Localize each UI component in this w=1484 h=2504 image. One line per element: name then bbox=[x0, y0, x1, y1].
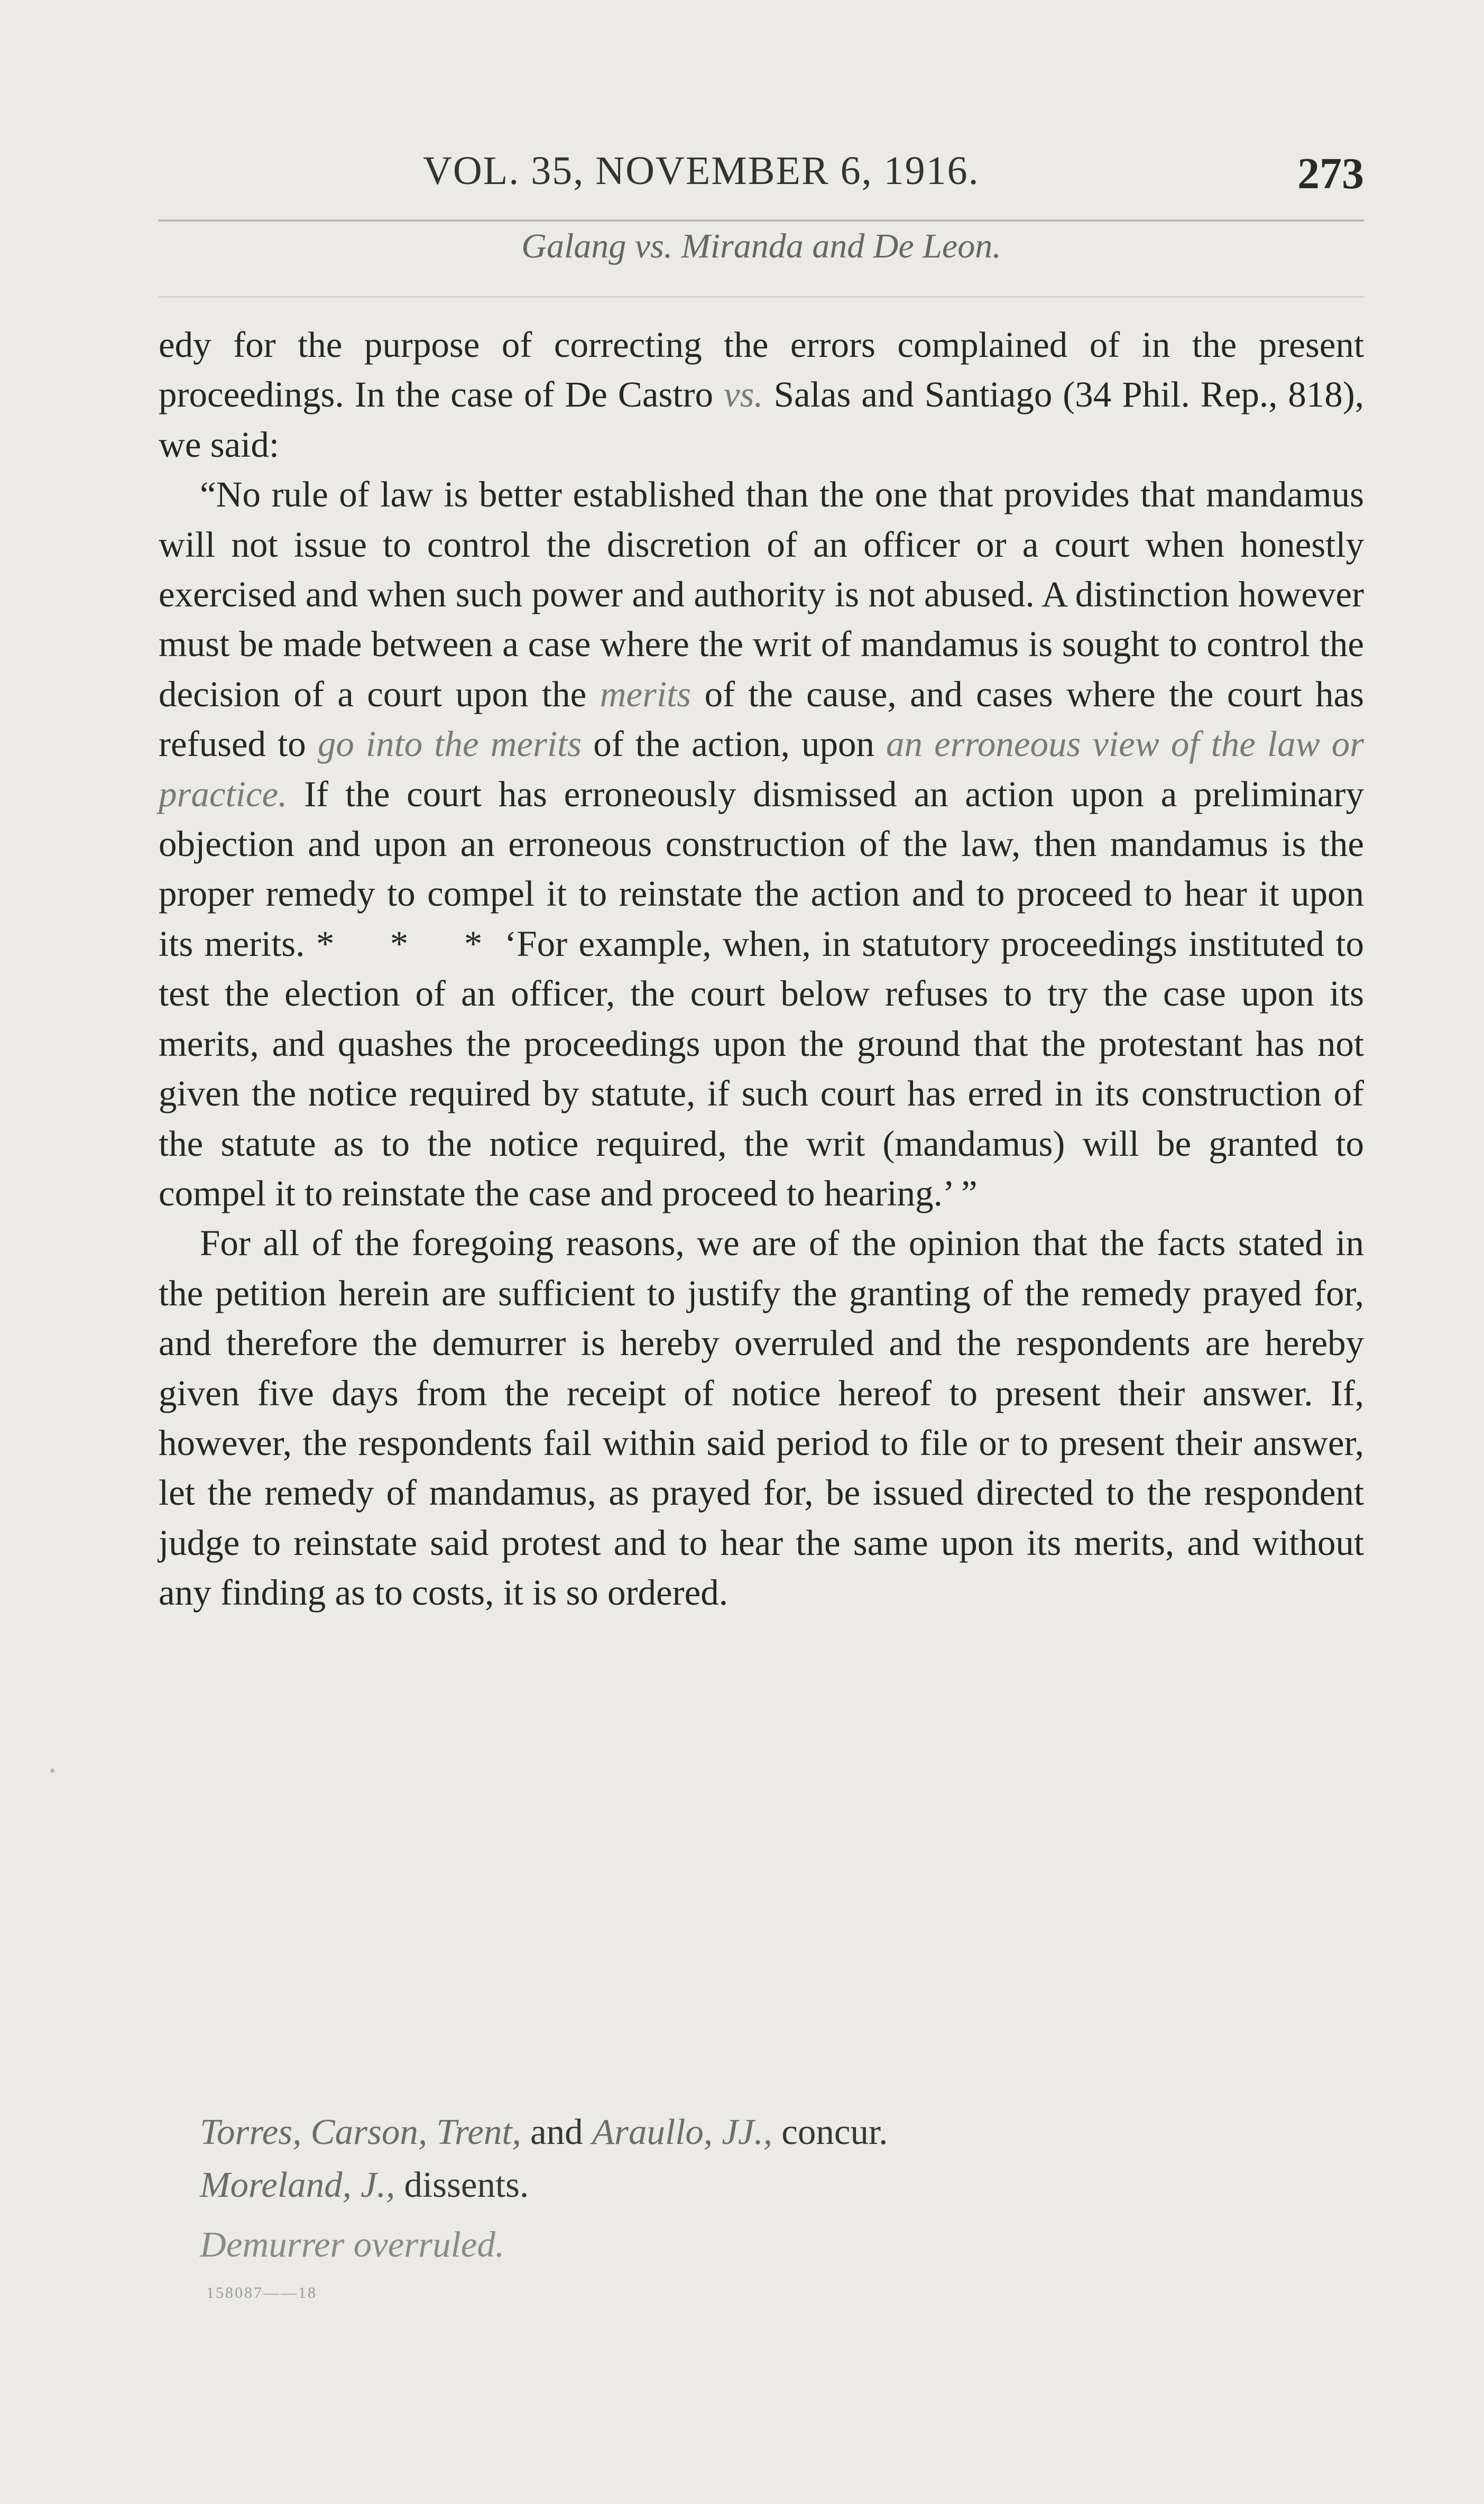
opinion-body bbox=[159, 320, 1364, 1618]
paragraph-intro bbox=[159, 320, 1364, 470]
dissenting-justice: Moreland, J., bbox=[200, 2165, 395, 2205]
page-number: 273 bbox=[1297, 149, 1364, 198]
conclusion-text: For all of the foregoing reasons, we are of the opinion that the facts stated in the petition herein are sufficient to justify the granting of the remedy prayed for, and therefore the demurrer is hereby overruled and the respondents are hereby given five days from the receipt of notice hereof to present their answer. If, however, the respondents fail within said period to file or to present their answer, let the remedy of mandamus, as prayed for, be issued directed to the respondent judge to reinstate said protest and to hear the same upon its merits, and without any finding as to costs, it is so ordered. bbox=[159, 1223, 1364, 1613]
case-result: Demurrer overruled. bbox=[200, 2224, 505, 2264]
paragraph-intro-text-2: Salas and Santiago (34 Phil. Rep., 818), we said: bbox=[159, 374, 1365, 465]
quote-emphasis-erroneous-view: an erroneous view of the law or practice. bbox=[159, 724, 1365, 814]
quote-emphasis-go-into-merits: go into the merits bbox=[317, 724, 582, 765]
paragraph-quotation bbox=[159, 470, 1364, 1218]
concurring-justice-last: Araullo, JJ., bbox=[592, 2112, 773, 2152]
paragraph-conclusion bbox=[159, 1218, 1364, 1617]
paragraph-intro-text: edy for the purpose of correcting the errors complained of in the present proceedings. In the case of De Castro bbox=[159, 325, 1364, 415]
concur-and: and bbox=[530, 2112, 583, 2152]
margin-speck bbox=[50, 1769, 54, 1773]
quote-text-2: of the cause, and cases where the court has refused to bbox=[159, 674, 1364, 765]
concurrence-line bbox=[200, 2107, 888, 2157]
dissent-word: dissents. bbox=[404, 2165, 529, 2205]
printer-mark: 158087——18 bbox=[206, 2284, 317, 2302]
case-caption: Galang vs. Miranda and De Leon. bbox=[521, 227, 1001, 265]
running-title: VOL. 35, NOVEMBER 6, 1916. bbox=[423, 149, 980, 193]
concurring-justices: Torres, Carson, Trent, bbox=[200, 2112, 521, 2152]
caption-rule bbox=[159, 296, 1364, 298]
concur-word: concur. bbox=[781, 2112, 888, 2152]
page-header bbox=[159, 148, 1364, 217]
quote-text-1: “No rule of law is better established than the one that provides that mandamus will not issue to control the discretion of an officer or a court when honestly exercised and when such power and authority is not abused. A distinction however must be made between a case where the writ of mandamus is sought to control the decision of a court upon the bbox=[159, 474, 1364, 714]
header-rule bbox=[159, 219, 1364, 222]
versus-abbrev: vs. bbox=[723, 374, 763, 415]
quote-emphasis-merits: merits bbox=[600, 674, 692, 714]
quote-text-5: ‘For example, when, in statutory proceedings instituted to test the election of an officer, the court below refuses to try the case upon its merits, and quashes the proceedings upon the ground that the protestant has not given the notice required by statute, if such court has erred in its construction of the statute as to the notice required, the writ (mandamus) will be granted to compel it to reinstate the case and proceed to hearing.’ ” bbox=[159, 923, 1365, 1213]
quote-text-3: of the action, upon bbox=[593, 724, 874, 765]
quote-text-4: If the court has erroneously dismissed an action upon a preliminary objection and upon an erroneous construction of the law, then mandamus is the proper remedy to compel it to reinstate the action and to proceed to hear it upon its merits. bbox=[159, 774, 1365, 964]
dissent-line bbox=[200, 2160, 529, 2210]
ellipsis-stars: * * * bbox=[316, 923, 505, 964]
